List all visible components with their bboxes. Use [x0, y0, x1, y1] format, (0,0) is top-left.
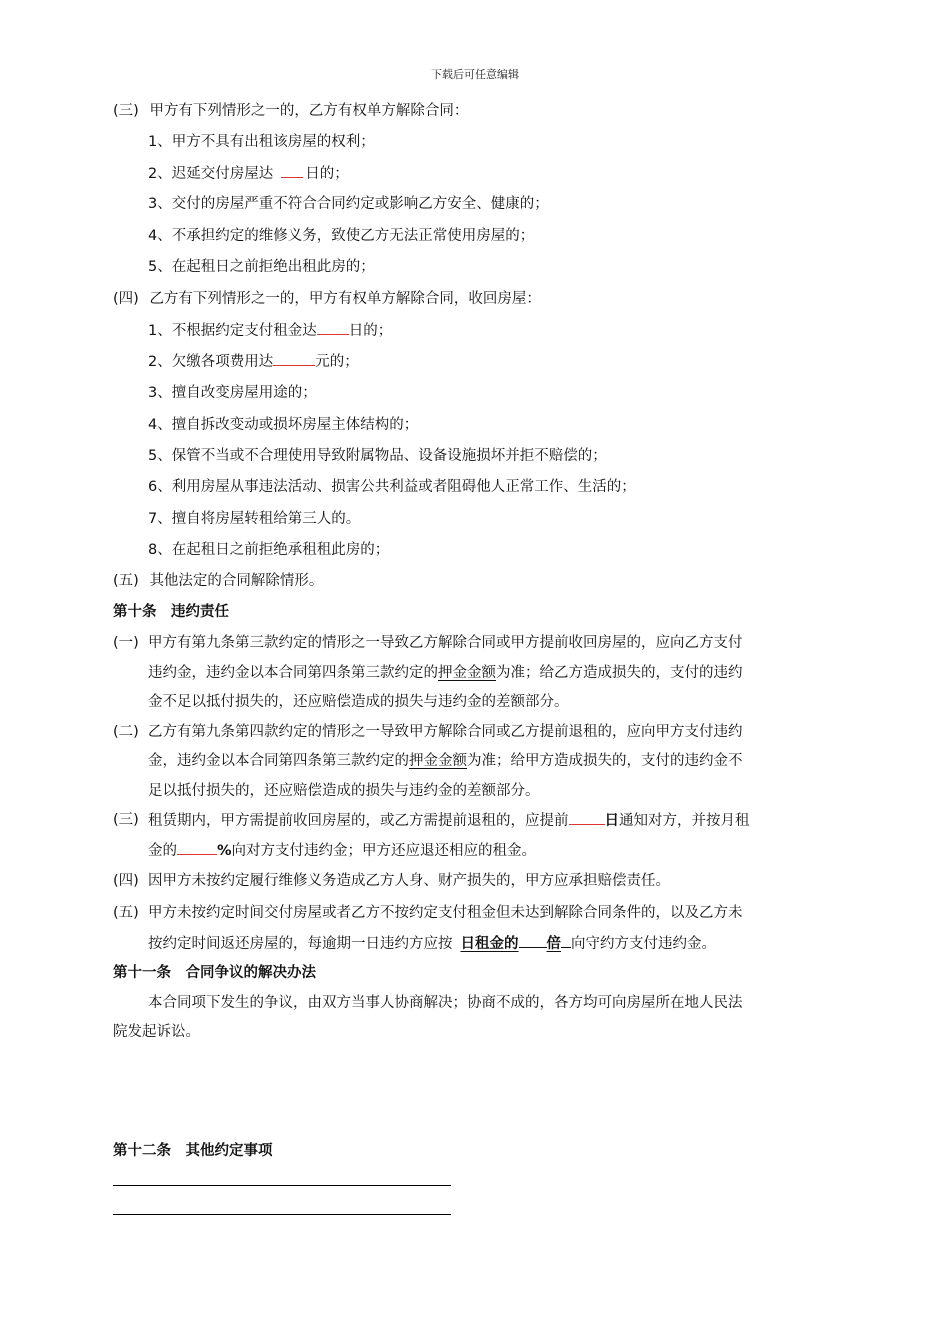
clause-9-3: [113, 101, 468, 121]
clause-text: 乙方有下列情形之一的，甲方有权单方解除合同，收回房屋：: [149, 291, 541, 307]
fill-blank-days[interactable]: [317, 320, 349, 335]
clause-marker: (三): [113, 103, 139, 119]
clause-marker: (五): [113, 573, 139, 589]
paragraph-line: 金的 %向对方支付违约金；甲方还应退还相应的租金。: [148, 840, 536, 861]
blank-line-1[interactable]: [113, 1185, 451, 1186]
times-term: 倍: [546, 936, 561, 952]
deposit-amount-term: 押金金额: [409, 753, 467, 769]
fill-blank-multiple[interactable]: [519, 933, 547, 948]
clause-marker: (五): [113, 905, 139, 921]
clause-text: 甲方有下列情形之一的，乙方有权单方解除合同：: [149, 103, 469, 119]
list-item: 1、甲方不具有出租该房屋的权利；: [148, 134, 375, 150]
deposit-amount-term: 押金金额: [438, 665, 496, 681]
paragraph-line: 金不足以抵付损失的，还应赔偿造成的损失与违约金的差额部分。: [148, 694, 569, 710]
paragraph-line: 违约金，违约金以本合同第四条第三款约定的押金金额为准；给乙方造成损失的，支付的违约: [148, 665, 743, 681]
paragraph-line: 本合同项下发生的争议，由双方当事人协商解决；协商不成的，各方均可向房屋所在地人民法: [148, 995, 743, 1011]
clause-marker: (三): [113, 812, 139, 828]
list-item: 4、不承担约定的维修义务，致使乙方无法正常使用房屋的；: [148, 228, 535, 244]
clause-marker: (四): [113, 291, 139, 307]
clause-marker: (一): [113, 635, 139, 651]
fill-blank-days[interactable]: [281, 163, 303, 178]
clause-marker: (二): [113, 724, 139, 740]
article-title-10: 第十条 违约责任: [113, 604, 229, 620]
paragraph-line: 租赁期内，甲方需提前收回房屋的，或乙方需提前退租的，应提前 日通知对方，并按月租: [148, 810, 750, 831]
paragraph-line: 院发起诉讼。: [113, 1024, 200, 1040]
paragraph-line: 甲方有第九条第三款约定的情形之一导致乙方解除合同或甲方提前收回房屋的，应向乙方支付: [148, 635, 743, 651]
blank-line-2[interactable]: [113, 1214, 451, 1215]
list-item: 3、擅自改变房屋用途的；: [148, 385, 317, 401]
fill-blank-notice-days[interactable]: [569, 810, 605, 825]
list-item: 8、在起租日之前拒绝承租租此房的；: [148, 542, 390, 558]
clause-9-4: [113, 289, 541, 309]
clause-text: 其他法定的合同解除情形。: [149, 573, 324, 589]
list-item: 5、保管不当或不合理使用导致附属物品、设备设施损坏并拒不赔偿的；: [148, 448, 607, 464]
list-item: 5、在起租日之前拒绝出租此房的；: [148, 259, 375, 275]
paragraph-line: 因甲方未按约定履行维修义务造成乙方人身、财产损失的，甲方应承担赔偿责任。: [148, 873, 670, 889]
paragraph-line: 金，违约金以本合同第四条第三款约定的押金金额为准；给甲方造成损失的，支付的违约金不: [148, 753, 743, 769]
paragraph-line: 按约定时间返还房屋的，每逾期一日违约方应按 日租金的 倍 向守约方支付违约金。: [148, 933, 716, 954]
list-item: 6、利用房屋从事违法活动、损害公共利益或者阻碍他人正常工作、生活的；: [148, 479, 636, 495]
paragraph-line: 甲方未按约定时间交付房屋或者乙方不按约定支付租金但未达到解除合同条件的，以及乙方未: [148, 905, 743, 921]
list-item: 4、擅自拆改变动或损坏房屋主体结构的；: [148, 417, 419, 433]
article-title-11: 第十一条 合同争议的解决办法: [113, 965, 316, 981]
list-item: 1、不根据约定支付租金达 日的；: [148, 320, 392, 341]
clause-9-5: [113, 571, 323, 591]
daily-rent-term: 日租金的: [460, 936, 519, 952]
list-item: 3、交付的房屋严重不符合合同约定或影响乙方安全、健康的；: [148, 196, 549, 212]
fill-blank-amount[interactable]: [273, 351, 315, 366]
article-title-12: 第十二条 其他约定事项: [113, 1143, 273, 1159]
list-item: 2、迟延交付房屋达 日的；: [148, 163, 349, 184]
list-item: 2、欠缴各项费用达 元的；: [148, 351, 359, 372]
fill-blank-percent[interactable]: [177, 840, 217, 855]
page-header: 下载后可任意编辑: [431, 68, 519, 81]
paragraph-line: 乙方有第九条第四款约定的情形之一导致甲方解除合同或乙方提前退租的，应向甲方支付违约: [148, 724, 743, 740]
list-item: 7、擅自将房屋转租给第三人的。: [148, 511, 361, 527]
clause-marker: (四): [113, 873, 139, 889]
paragraph-line: 足以抵付损失的，还应赔偿造成的损失与违约金的差额部分。: [148, 783, 540, 799]
